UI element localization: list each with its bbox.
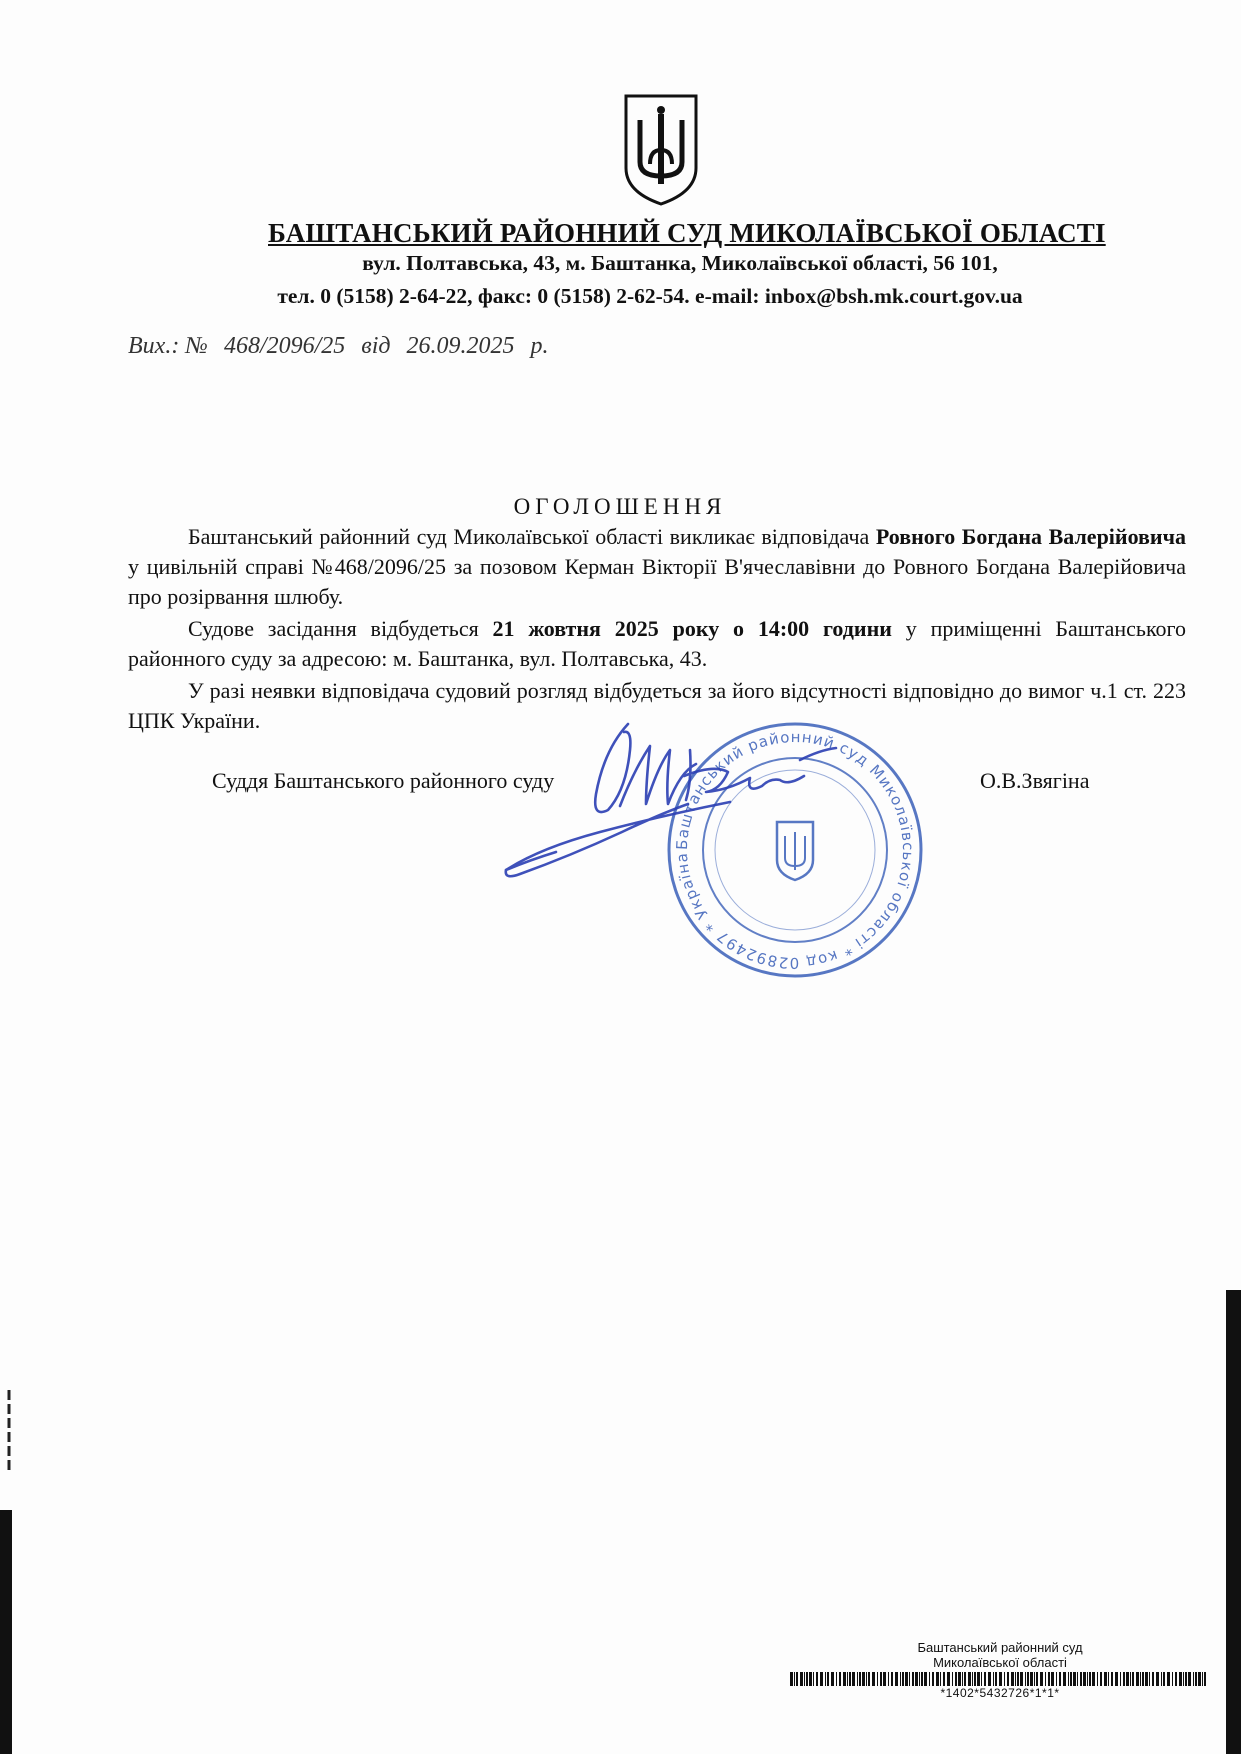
barcode-bar bbox=[796, 1672, 798, 1686]
barcode-bar bbox=[794, 1672, 795, 1686]
barcode-bar bbox=[800, 1672, 803, 1686]
barcode-bar bbox=[1045, 1672, 1046, 1686]
barcode-bar bbox=[919, 1672, 920, 1686]
barcode-bar bbox=[872, 1672, 875, 1686]
barcode-bar bbox=[1027, 1672, 1029, 1686]
barcode-bar bbox=[1089, 1672, 1091, 1686]
footer-court-line1: Баштанський районний суд bbox=[917, 1640, 1083, 1655]
barcode-bar bbox=[1120, 1672, 1121, 1686]
barcode-bar bbox=[924, 1672, 927, 1686]
barcode-bar bbox=[1007, 1672, 1009, 1686]
scan-edge-mark bbox=[6, 1390, 12, 1470]
barcode-bar bbox=[981, 1672, 982, 1686]
scan-left-black-edge bbox=[0, 1510, 12, 1754]
barcode-bar bbox=[1142, 1672, 1144, 1686]
barcode-bar bbox=[974, 1672, 976, 1686]
barcode-bar bbox=[952, 1672, 953, 1686]
barcode-bar bbox=[943, 1672, 945, 1686]
judge-name: О.В.Звягіна bbox=[980, 768, 1090, 793]
barcode-bar bbox=[859, 1672, 861, 1686]
barcode-bar bbox=[1077, 1672, 1078, 1686]
outgoing-number-line bbox=[128, 333, 559, 360]
barcode-bar bbox=[964, 1672, 966, 1686]
outgoing-number: 468/2096/25 bbox=[223, 333, 346, 359]
barcode-bar bbox=[1073, 1672, 1076, 1686]
notice-paragraph-summons bbox=[128, 522, 1186, 612]
barcode-bar bbox=[1092, 1672, 1095, 1686]
barcode-bar bbox=[947, 1672, 950, 1686]
barcode-bar bbox=[1126, 1672, 1129, 1686]
barcode-bar bbox=[932, 1672, 934, 1686]
para2-text-a: Судове засідання відбудеться bbox=[188, 616, 493, 641]
outgoing-label: Вих.: № bbox=[128, 333, 208, 359]
barcode-bar bbox=[1179, 1672, 1182, 1686]
barcode-code: *1402*5432726*1*1* bbox=[940, 1686, 1060, 1700]
barcode-bar bbox=[977, 1672, 980, 1686]
barcode-bar bbox=[1100, 1672, 1102, 1686]
barcode-bar bbox=[921, 1672, 923, 1686]
barcode-bar bbox=[995, 1672, 997, 1686]
court-name: БАШТАНСЬКИЙ РАЙОННИЙ СУД МИКОЛАЇВСЬКОЇ ОБЛАСТІ bbox=[268, 218, 1106, 248]
court-contacts: тел. 0 (5158) 2-64-22, факс: 0 (5158) 2-62-54. e-mail: inbox@bsh.mk.court.gov.ua bbox=[277, 284, 1023, 308]
barcode-bar bbox=[912, 1672, 914, 1686]
barcode-bar bbox=[1185, 1672, 1187, 1686]
barcode-bar bbox=[868, 1672, 870, 1686]
barcode-bar bbox=[820, 1672, 823, 1686]
barcode-bar bbox=[888, 1672, 889, 1686]
barcode-bar bbox=[1063, 1672, 1066, 1686]
barcode-bar bbox=[958, 1672, 961, 1686]
barcode-bar bbox=[849, 1672, 851, 1686]
barcode-bar bbox=[1167, 1672, 1170, 1686]
outgoing-suffix: р. bbox=[530, 333, 549, 359]
barcode-bar bbox=[1051, 1672, 1054, 1686]
barcode-bar bbox=[1056, 1672, 1057, 1686]
barcode-bar bbox=[905, 1672, 908, 1686]
handwritten-signature-icon bbox=[500, 720, 920, 890]
barcode-bar bbox=[880, 1672, 882, 1686]
barcode-bar bbox=[1204, 1672, 1206, 1686]
barcode-bar bbox=[1202, 1672, 1203, 1686]
barcode-bar bbox=[993, 1672, 994, 1686]
barcode-bar bbox=[891, 1672, 893, 1686]
barcode-bar bbox=[836, 1672, 837, 1686]
barcode-bar bbox=[968, 1672, 971, 1686]
barcode-bar bbox=[790, 1672, 793, 1686]
barcode-icon bbox=[790, 1672, 1210, 1686]
barcode-bar bbox=[1161, 1672, 1162, 1686]
defendant-name: Ровного Богдана Валерійовича bbox=[875, 524, 1187, 549]
barcode-bar bbox=[1149, 1672, 1150, 1686]
barcode-bar bbox=[1108, 1672, 1109, 1686]
barcode-bar bbox=[962, 1672, 963, 1686]
barcode-bar bbox=[1083, 1672, 1086, 1686]
barcode-bar bbox=[984, 1672, 986, 1686]
barcode-bar bbox=[1132, 1672, 1134, 1686]
para2-text-b: у приміщенні Баштанського районного суду за адресою: м. Баштанка, вул. Полтавська, 43. bbox=[128, 616, 1186, 671]
barcode-bar bbox=[1004, 1672, 1005, 1686]
barcode-bar bbox=[940, 1672, 941, 1686]
barcode-bar bbox=[972, 1672, 973, 1686]
barcode-bar bbox=[1034, 1672, 1035, 1686]
barcode-bar bbox=[1097, 1672, 1098, 1686]
judge-role: Суддя Баштанського районного суду bbox=[212, 768, 555, 793]
barcode-bar bbox=[1080, 1672, 1082, 1686]
barcode-bar bbox=[936, 1672, 939, 1686]
barcode-bar bbox=[1017, 1672, 1019, 1686]
barcode-bar bbox=[1130, 1672, 1131, 1686]
barcode-bar bbox=[1136, 1672, 1139, 1686]
barcode-bar bbox=[988, 1672, 991, 1686]
barcode-bar bbox=[1163, 1672, 1165, 1686]
barcode-bar bbox=[1140, 1672, 1141, 1686]
barcode-bar bbox=[1145, 1672, 1148, 1686]
outgoing-date: 26.09.2025 bbox=[406, 333, 515, 359]
barcode-bar bbox=[1030, 1672, 1033, 1686]
barcode-bar bbox=[839, 1672, 841, 1686]
hearing-datetime: 21 жовтня 2025 року о 14:00 години bbox=[492, 616, 892, 641]
barcode-bar bbox=[955, 1672, 957, 1686]
barcode-bar bbox=[1172, 1672, 1173, 1686]
barcode-bar bbox=[1087, 1672, 1088, 1686]
barcode-bar bbox=[831, 1672, 834, 1686]
barcode-bar bbox=[1070, 1672, 1072, 1686]
barcode-bar bbox=[1193, 1672, 1194, 1686]
barcode-bar bbox=[1183, 1672, 1184, 1686]
notice-paragraph-hearing bbox=[128, 614, 1186, 674]
barcode-bar bbox=[883, 1672, 886, 1686]
barcode-bar bbox=[1123, 1672, 1125, 1686]
barcode-bar bbox=[1198, 1672, 1201, 1686]
para1-text-b: у цивільній справі №468/2096/25 за позовом Керман Вікторії В'ячеславівни до Ровного Богдана Валерійовича про розірвання шлюбу. bbox=[128, 554, 1186, 609]
barcode-bar bbox=[843, 1672, 846, 1686]
barcode-bar bbox=[1059, 1672, 1061, 1686]
barcode-bar bbox=[1156, 1672, 1159, 1686]
barcode-bar bbox=[804, 1672, 805, 1686]
footer-registration-block bbox=[780, 1640, 1220, 1700]
barcode-bar bbox=[806, 1672, 808, 1686]
barcode-bar bbox=[1152, 1672, 1154, 1686]
barcode-bar bbox=[825, 1672, 826, 1686]
barcode-bar bbox=[909, 1672, 910, 1686]
trident-coat-of-arms-icon bbox=[620, 92, 702, 208]
court-address: вул. Полтавська, 43, м. Баштанка, Миколаївської області, 56 101, bbox=[362, 251, 998, 275]
barcode-bar bbox=[1048, 1672, 1050, 1686]
stamp-text: Баштанський районний суд Миколаївської області * код 02892497 * Україна bbox=[672, 727, 918, 973]
barcode-bar bbox=[809, 1672, 812, 1686]
barcode-bar bbox=[999, 1672, 1002, 1686]
barcode-bar bbox=[852, 1672, 855, 1686]
barcode-bar bbox=[1011, 1672, 1014, 1686]
barcode-bar bbox=[862, 1672, 865, 1686]
barcode-bar bbox=[877, 1672, 878, 1686]
barcode-bar bbox=[895, 1672, 898, 1686]
barcode-bar bbox=[1036, 1672, 1038, 1686]
barcode-bar bbox=[827, 1672, 829, 1686]
barcode-bar bbox=[1195, 1672, 1197, 1686]
barcode-bar bbox=[1115, 1672, 1118, 1686]
barcode-bar bbox=[1188, 1672, 1191, 1686]
barcode-bar bbox=[1020, 1672, 1023, 1686]
barcode-bar bbox=[847, 1672, 848, 1686]
barcode-bar bbox=[866, 1672, 867, 1686]
barcode-bar bbox=[857, 1672, 858, 1686]
barcode-bar bbox=[1025, 1672, 1026, 1686]
barcode-bar bbox=[813, 1672, 814, 1686]
barcode-bar bbox=[1040, 1672, 1043, 1686]
outgoing-date-label: від bbox=[361, 333, 391, 359]
barcode-bar bbox=[900, 1672, 901, 1686]
para1-text-a: Баштанський районний суд Миколаївської області викликає відповідача bbox=[188, 524, 876, 549]
barcode-bar bbox=[816, 1672, 818, 1686]
barcode-bar bbox=[1111, 1672, 1113, 1686]
scan-right-black-edge bbox=[1226, 1290, 1241, 1754]
barcode-bar bbox=[1175, 1672, 1177, 1686]
barcode-bar bbox=[915, 1672, 918, 1686]
barcode-bar bbox=[1068, 1672, 1069, 1686]
barcode-bar bbox=[1015, 1672, 1016, 1686]
barcode-bar bbox=[902, 1672, 904, 1686]
barcode-bar bbox=[929, 1672, 930, 1686]
notice-heading: ОГОЛОШЕННЯ bbox=[513, 494, 727, 519]
footer-court-line2: Миколаївської області bbox=[933, 1655, 1067, 1670]
barcode-bar bbox=[1104, 1672, 1107, 1686]
para3-text: У разі неявки відповідача судовий розгляд відбудеться за його відсутності відповідно до вимог ч.1 ст. 223 ЦПК України. bbox=[128, 678, 1186, 733]
